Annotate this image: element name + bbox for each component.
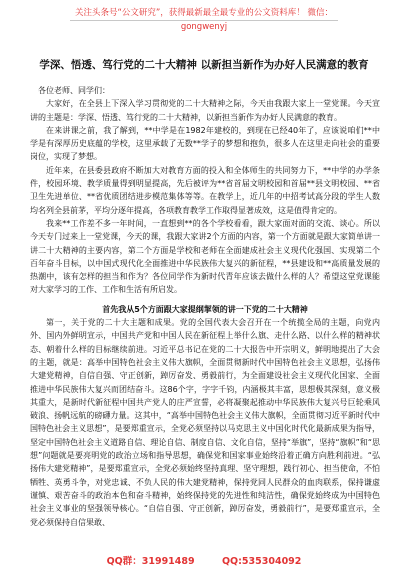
paragraph: 大家好，在全县上下深入学习贯彻党的二十大精神之际，今天由我跟大家上一堂党课。今天宣讲的主题是：学深、悟透、笃行党的二十大精神，以新担当新作为办好人民满意的教育。	[30, 99, 380, 122]
qq-group-text: QQ群：31991489	[106, 556, 195, 567]
paragraph: 近年来，在县委县政府不断加大对教育方面的投入和全体师生的共同努力下，**中学的办学条件，校园环境、教学质量得到明显提高，先后被评为**省首届文明校园和首届**县文明校园、**省卫生先进单位、**省优质团结进步模范集体等等。在教学上，近几年的中招考试高分段的学生人数均名列全县前茅，平均分逐年提高，各项教育教学工作取得显著成效，这是值得肯定的。	[30, 165, 380, 215]
paragraph: 我来**工作差不多一年时间，一直想到**的各个学校看看，跟大家面对面的交流、谈心。所以今天专门过来上一堂党课，今天的课，我跟大家讲2个方面的内容，第一个方面就是跟大家简单讲一讲二十大精神的主要内容，第二个方面是学校和老师在全面建成社会主义现代化强国、实现第二个百年奋斗目标，以中国式现代化全面推进中华民族伟大复兴的新征程，**县建设和**高质量发展的热潮中，该有怎样的担当和作为？各位同学作为新时代青年应该去做什么样的人？希望这堂党课能对大家学习的工作、工作和生活有所启发。	[30, 218, 380, 295]
document-title: 学深、悟透、笃行党的二十大精神 以新担当新作为办好人民满意的教育	[39, 59, 369, 71]
document-body	[30, 84, 380, 529]
greeting: 各位老师、同学们：	[38, 86, 110, 95]
qq-text: QQ:535304092	[221, 556, 302, 567]
paragraph: 第一，关于党的二十大主题和成果。党的全国代表大会召开在一个统揽全局的主题，向党内外、国内外鲜明宣示，中国共产党和中国人民在新征程上举什么旗、走什么路、以什么样的精神状态、朝着什么样的目标继续前进。习近平总书记在党的二十大报告中开宗明义，鲜明地提出了大会的主题，就是：高举中国特色社会主义伟大旗帜，全面贯彻新时代中国特色社会主义思想，弘扬伟大建党精神，自信自强、守正创新，踔厉奋发、勇毅前行，为全面建设社会主义现代化国家、全面推进中华民族伟大复兴而团结奋斗。这86个字，字字千钧，内涵极其丰富，思想极其深刻，意义极其重大，是新时代新征程中国共产党人的庄严宣誓，必将凝聚起推动中华民族伟大复兴号巨轮乘风破浪、扬帆远航的磅礴力量。这其中，“高举中国特色社会主义伟大旗帜，全面贯彻习近平新时代中国特色社会主义思想”，是要郑重宣示，全党必须坚持以马克思主义中国化时代化最新成果为指导，坚定中国特色社会主义道路自信、理论自信、制度自信、文化自信，坚持“举旗”，坚持“旗帜”和“思想”问题就是要亮明党的政治立场和指导思想，确保党和国家事业始终沿着正确方向胜利前进。“弘扬伟大建党精神”，是要郑重宣示，全党必须始终坚持真理、坚守理想，践行初心、担当使命，不怕牺牲、英勇斗争，对党忠诚、不负人民的伟大建党精神，保持党同人民群众的血肉联系，保持谦虚谨慎、艰苦奋斗的政治本色和奋斗精神，始终保持党的先进性和纯洁性，确保党始终成为中国特色社会主义事业的坚强领导核心。“自信自强、守正创新，踔厉奋发，勇毅前行”，是要郑重宣示，全党必须保持自信果敢、	[30, 318, 380, 527]
promo-banner: 关注头条号“公文研究”，获得最新最全最专业的公文资料库！ 微信：gongwenyj	[70, 6, 338, 21]
footer-contact	[0, 553, 408, 567]
paragraph: 在来讲课之前，我了解到，**中学是在1982年建校的，到现在已经40年了，应该说咱们**中学是有深厚历史底蕴的学校，这里承载了无数**学子的梦想和抱负，很多人在这里走向社会的重要岗位，实现了梦想。	[30, 125, 380, 162]
section-heading: 首先我从5个方面跟大家提纲挈领的讲一下党的二十大精神	[102, 304, 308, 314]
